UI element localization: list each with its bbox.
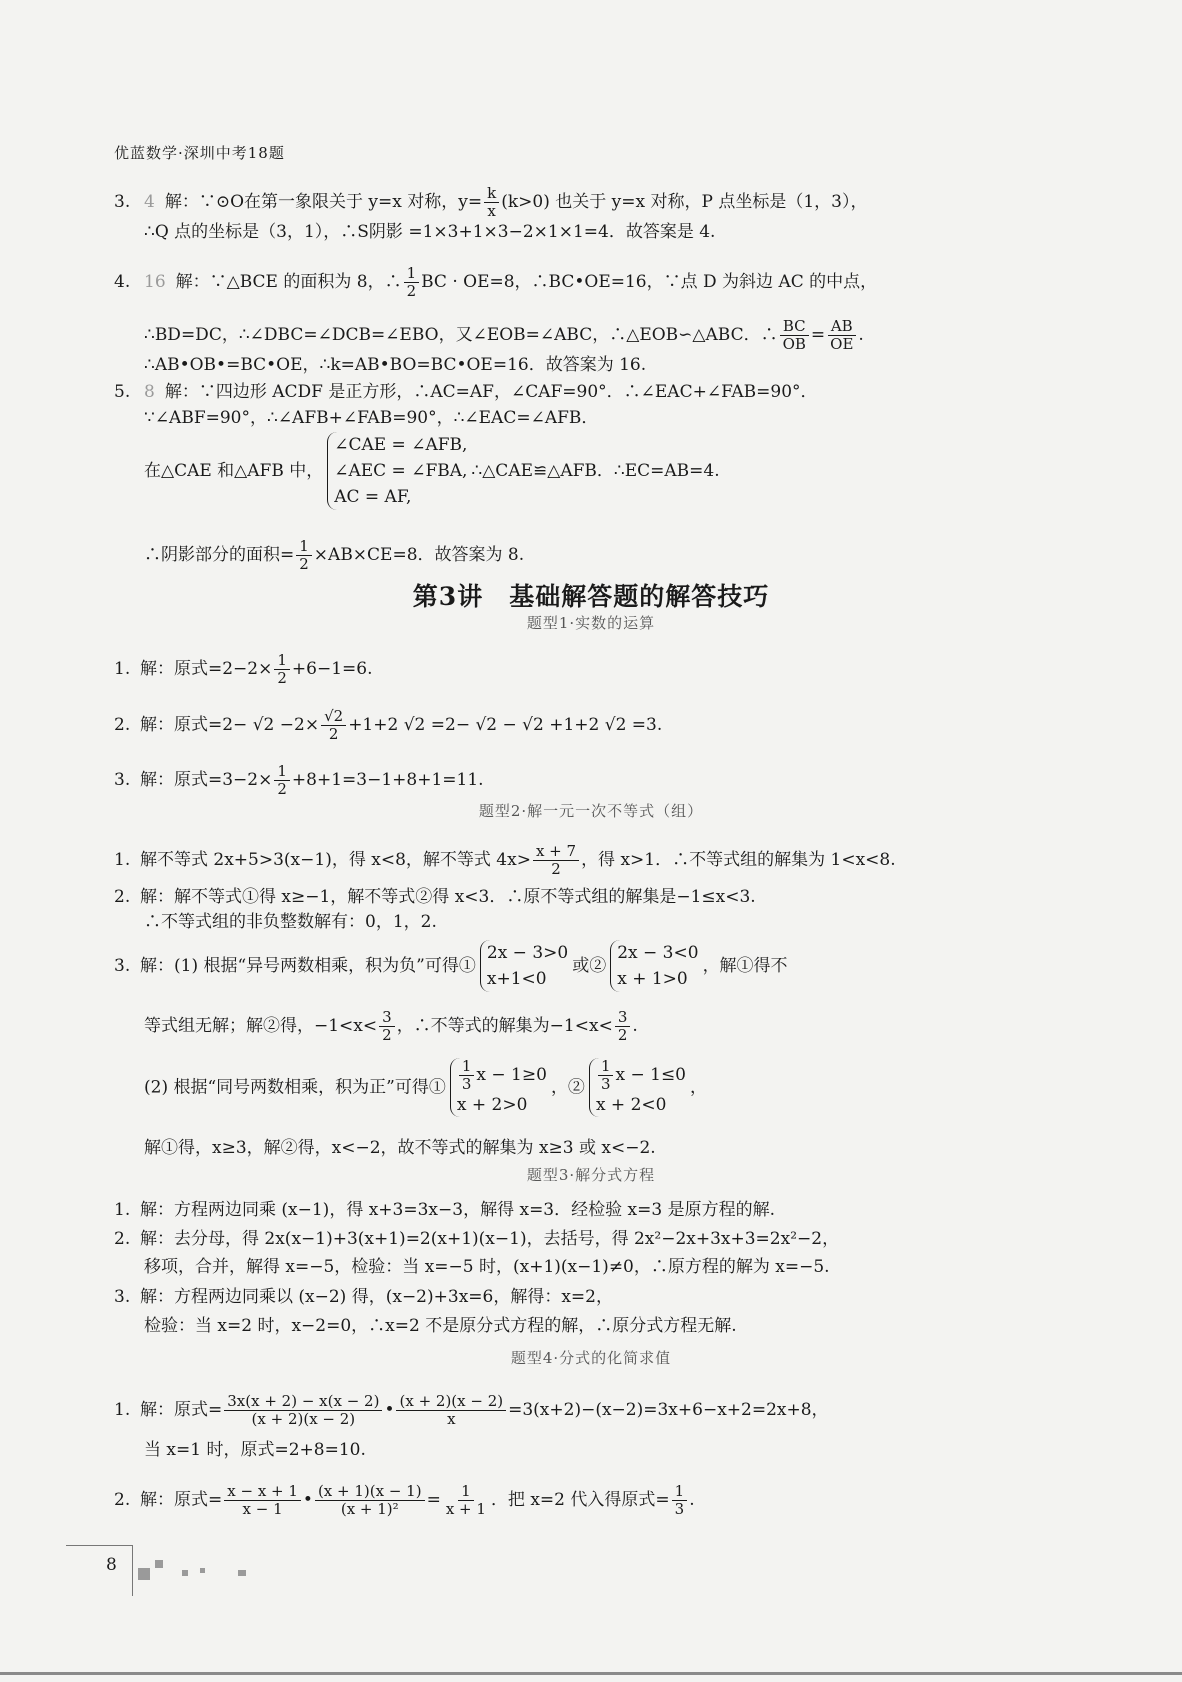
- t4-item-1-line-2: 当 x=1 时，原式=2+8=10.: [144, 1440, 366, 1460]
- text: 解：∵△BCE 的面积为 8，∴: [175, 272, 402, 292]
- fraction: $\frac{3}{2}$: [615, 1009, 631, 1044]
- problem-number: 1.: [114, 1200, 131, 1220]
- t3-item-2-line-2: 移项，合并，解得 x=−5，检验：当 x=−5 时，(x+1)(x−1)≠0，∴原方程的解为 x=−5.: [144, 1257, 830, 1277]
- text: +1+2 √2 =2− √2 − √2 +1+2 √2 =3.: [348, 715, 663, 735]
- equals-sign: =: [426, 1490, 441, 1510]
- section-title: 第3讲 基础解答题的解答技巧: [412, 582, 770, 611]
- problem-3-line-2: ∴Q 点的坐标是（3，1），∴S阴影 =1×3+1×3−2×1×1=4．故答案是 4.: [144, 222, 716, 242]
- type-2-title: 题型2·解一元一次不等式（组）: [478, 802, 704, 820]
- page-number: 8: [106, 1555, 117, 1575]
- t1-item-2: [114, 708, 662, 743]
- text: 解：(1) 根据“异号两数相乘，积为负”可得①: [140, 956, 476, 976]
- text: ×AB×CE=8．故答案为 8.: [313, 545, 525, 565]
- type-1-title: 题型1·实数的运算: [526, 614, 656, 632]
- problem-number: 2.: [114, 1229, 131, 1249]
- text: ．把 x=2 代入得原式=: [490, 1490, 670, 1510]
- problem-number: 3.: [114, 956, 131, 976]
- t1-item-3: [114, 763, 484, 798]
- problem-number: 5.: [114, 382, 131, 402]
- text: 或②: [572, 956, 607, 976]
- problem-number: 3.: [114, 192, 131, 212]
- inequality-system: 2x − 3<0 x + 1>0: [610, 940, 698, 992]
- problem-number: 2.: [114, 1490, 131, 1510]
- text: 解：原式=3−2×: [140, 770, 273, 790]
- type-3-title: 题型3·解分式方程: [526, 1166, 656, 1184]
- fraction: $\frac{x + 7}{2}$: [533, 843, 579, 878]
- text: ∴阴影部分的面积=: [144, 545, 295, 565]
- multiply-dot: •: [384, 1400, 395, 1420]
- t3-item-3-line-2: 检验：当 x=2 时，x−2=0，∴x=2 不是原分式方程的解，∴原分式方程无解.: [144, 1316, 737, 1336]
- equals-sign: =: [810, 325, 826, 345]
- text: 解：方程两边同乘以 (x−2) 得，(x−2)+3x=6，解得：x=2，: [140, 1287, 613, 1307]
- multiply-dot: •: [302, 1490, 313, 1510]
- fraction: $\frac{(x + 1)(x - 1)}{\text{(x + 1)²}}$: [315, 1483, 425, 1518]
- fraction: $\frac{x - x + 1}{x - 1}$: [224, 1483, 301, 1518]
- t1-item-1: [114, 652, 373, 687]
- text: ∴BD=DC，∴∠DBC=∠DCB=∠EBO，又∠EOB=∠ABC，∴△EOB∽△ABC．∴: [144, 325, 778, 345]
- text: 解：方程两边同乘 (x−1)，得 x+3=3x−3，解得 x=3．经检验 x=3 是原方程的解.: [140, 1200, 775, 1220]
- type-4-title: 题型4·分式的化简求值: [510, 1349, 672, 1367]
- text: ，②: [550, 1077, 585, 1098]
- fraction: $\frac{3}{2}$: [379, 1009, 395, 1044]
- text: =3(x+2)−(x−2)=3x+6−x+2=2x+8，: [508, 1400, 829, 1420]
- text: 解：去分母，得 2x(x−1)+3(x+1)=2(x+1)(x−1)，去括号，得 2x²−2x+3x+3=2x²−2，: [140, 1229, 840, 1249]
- equation-system: ∠CAE = ∠AFB, ∠AEC = ∠FBA, AC = AF,: [327, 432, 467, 510]
- fraction: $\frac{AB}{OE}$: [827, 318, 856, 353]
- scan-edge: [0, 1672, 1182, 1675]
- fraction: $\frac{1}{3}$: [672, 1483, 688, 1518]
- problem-5-line-1: [114, 382, 818, 402]
- fraction: $\frac{1}{2}$: [296, 538, 312, 573]
- text: 等式组无解；解②得，−1<x<: [144, 1016, 378, 1036]
- page-number-frame: [66, 1545, 133, 1596]
- text: 解不等式 2x+5>3(x−1)，得 x<8，解不等式 4x>: [140, 850, 531, 870]
- fraction: $\frac{k}{x}$: [484, 185, 499, 220]
- fraction: $\frac{1}{2}$: [274, 763, 290, 798]
- problem-number: 2.: [114, 887, 131, 907]
- t2-item-3-line-2: [144, 1009, 638, 1044]
- problem-number: 1.: [114, 1400, 131, 1420]
- text: 解：原式=2− √2 −2×: [140, 715, 320, 735]
- problem-4-line-1: [114, 265, 877, 300]
- text: +8+1=3−1+8+1=11.: [291, 770, 484, 790]
- t3-item-3-line-1: [114, 1287, 613, 1307]
- problem-5-line-2: ∵∠ABF=90°，∴∠AFB+∠FAB=90°，∴∠EAC=∠AFB．: [144, 408, 599, 428]
- inequality-system: $\frac{1}{3}$ x − 1≤0 x + 2<0: [589, 1058, 686, 1117]
- decorative-square: [182, 1570, 188, 1576]
- fraction: $\frac{1}{2}$: [404, 265, 420, 300]
- decorative-square: [238, 1570, 246, 1576]
- answer-mark: 16: [144, 272, 166, 292]
- text: +6−1=6.: [291, 659, 373, 679]
- text: 解：原式=: [140, 1400, 223, 1420]
- problem-number: 1.: [114, 850, 131, 870]
- text: ，: [690, 1077, 707, 1098]
- t3-item-2-line-1: [114, 1229, 839, 1249]
- text: .: [689, 1490, 695, 1510]
- fraction: $\frac{BC}{OB}$: [780, 318, 809, 353]
- t2-item-1: [114, 843, 896, 878]
- text: ，解①得不: [702, 956, 788, 976]
- t2-item-2-line-2: ∴不等式组的非负整数解有：0，1，2.: [144, 912, 437, 932]
- text: 在△CAE 和△AFB 中，: [144, 461, 324, 481]
- t2-item-3-part-2: [144, 1058, 707, 1117]
- text: ，得 x>1．∴不等式组的解集为 1<x<8.: [581, 850, 896, 870]
- text: (k>0) 也关于 y=x 对称，P 点坐标是（1，3），: [501, 192, 868, 212]
- problem-4-line-2: [144, 318, 864, 353]
- fraction: $\frac{(x + 2)(x - 2)}{x}$: [396, 1393, 506, 1428]
- text: ，∴不等式的解集为−1<x<: [396, 1016, 613, 1036]
- running-header: 优蓝数学·深圳中考18题: [114, 144, 285, 162]
- text: (2) 根据“同号两数相乘，积为正”可得①: [144, 1077, 446, 1098]
- inequality-system: $\frac{1}{3}$ x − 1≥0 x + 2>0: [450, 1058, 547, 1117]
- text: 解：∵⊙O在第一象限关于 y=x 对称，y=: [164, 192, 483, 212]
- t4-item-1-line-1: [114, 1393, 829, 1428]
- problem-number: 3.: [114, 770, 131, 790]
- t2-item-3-line-4: 解①得，x≥3，解②得，x<−2，故不等式的解集为 x≥3 或 x<−2.: [144, 1138, 656, 1158]
- text: 解：∵四边形 ACDF 是正方形，∴AC=AF，∠CAF=90°．∴∠EAC+∠FAB=90°．: [164, 382, 818, 402]
- t2-item-3-line-1: [114, 940, 788, 992]
- inequality-system: 2x − 3>0 x+1<0: [480, 940, 568, 992]
- fraction: $\frac{3x(x + 2) - x(x - 2)}{(x + 2)(x - 2)}$: [224, 1393, 382, 1428]
- fraction: $\frac{√2}{2}$: [321, 708, 346, 743]
- problem-4-line-3: ∴AB•OB•=BC•OE，∴k=AB•BO=BC•OE=16．故答案为 16.: [144, 355, 647, 375]
- answer-mark: 4: [144, 192, 155, 212]
- text: 解：原式=: [140, 1490, 223, 1510]
- decorative-square: [155, 1560, 163, 1568]
- text: BC · OE=8，∴BC•OE=16，∵点 D 为斜边 AC 的中点，: [421, 272, 878, 292]
- fraction: $\frac{1}{3}$: [459, 1058, 475, 1093]
- fraction: $\frac{1}{2}$: [274, 652, 290, 687]
- t2-item-2-line-1: [114, 887, 756, 907]
- fraction: $\frac{1}{3}$: [598, 1058, 614, 1093]
- decorative-square: [138, 1568, 150, 1580]
- decorative-square: [200, 1568, 205, 1573]
- problem-number: 4.: [114, 272, 131, 292]
- text: .: [858, 325, 864, 345]
- t3-item-1: [114, 1200, 775, 1220]
- fraction: $\frac{1}{x + 1}$: [445, 1482, 486, 1518]
- text: .: [632, 1016, 638, 1036]
- problem-number: 3.: [114, 1287, 131, 1307]
- t4-item-2: [114, 1483, 695, 1518]
- problem-3-line-1: [114, 185, 867, 220]
- text: ∴△CAE≌△AFB．∴EC=AB=4.: [471, 461, 720, 481]
- problem-number: 1.: [114, 659, 131, 679]
- answer-mark: 8: [144, 382, 155, 402]
- problem-5-final: [144, 538, 524, 573]
- text: 解：原式=2−2×: [140, 659, 273, 679]
- problem-number: 2.: [114, 715, 131, 735]
- problem-5-system-line: [144, 432, 720, 510]
- text: 解：解不等式①得 x≥−1，解不等式②得 x<3．∴原不等式组的解集是−1≤x<3.: [140, 887, 756, 907]
